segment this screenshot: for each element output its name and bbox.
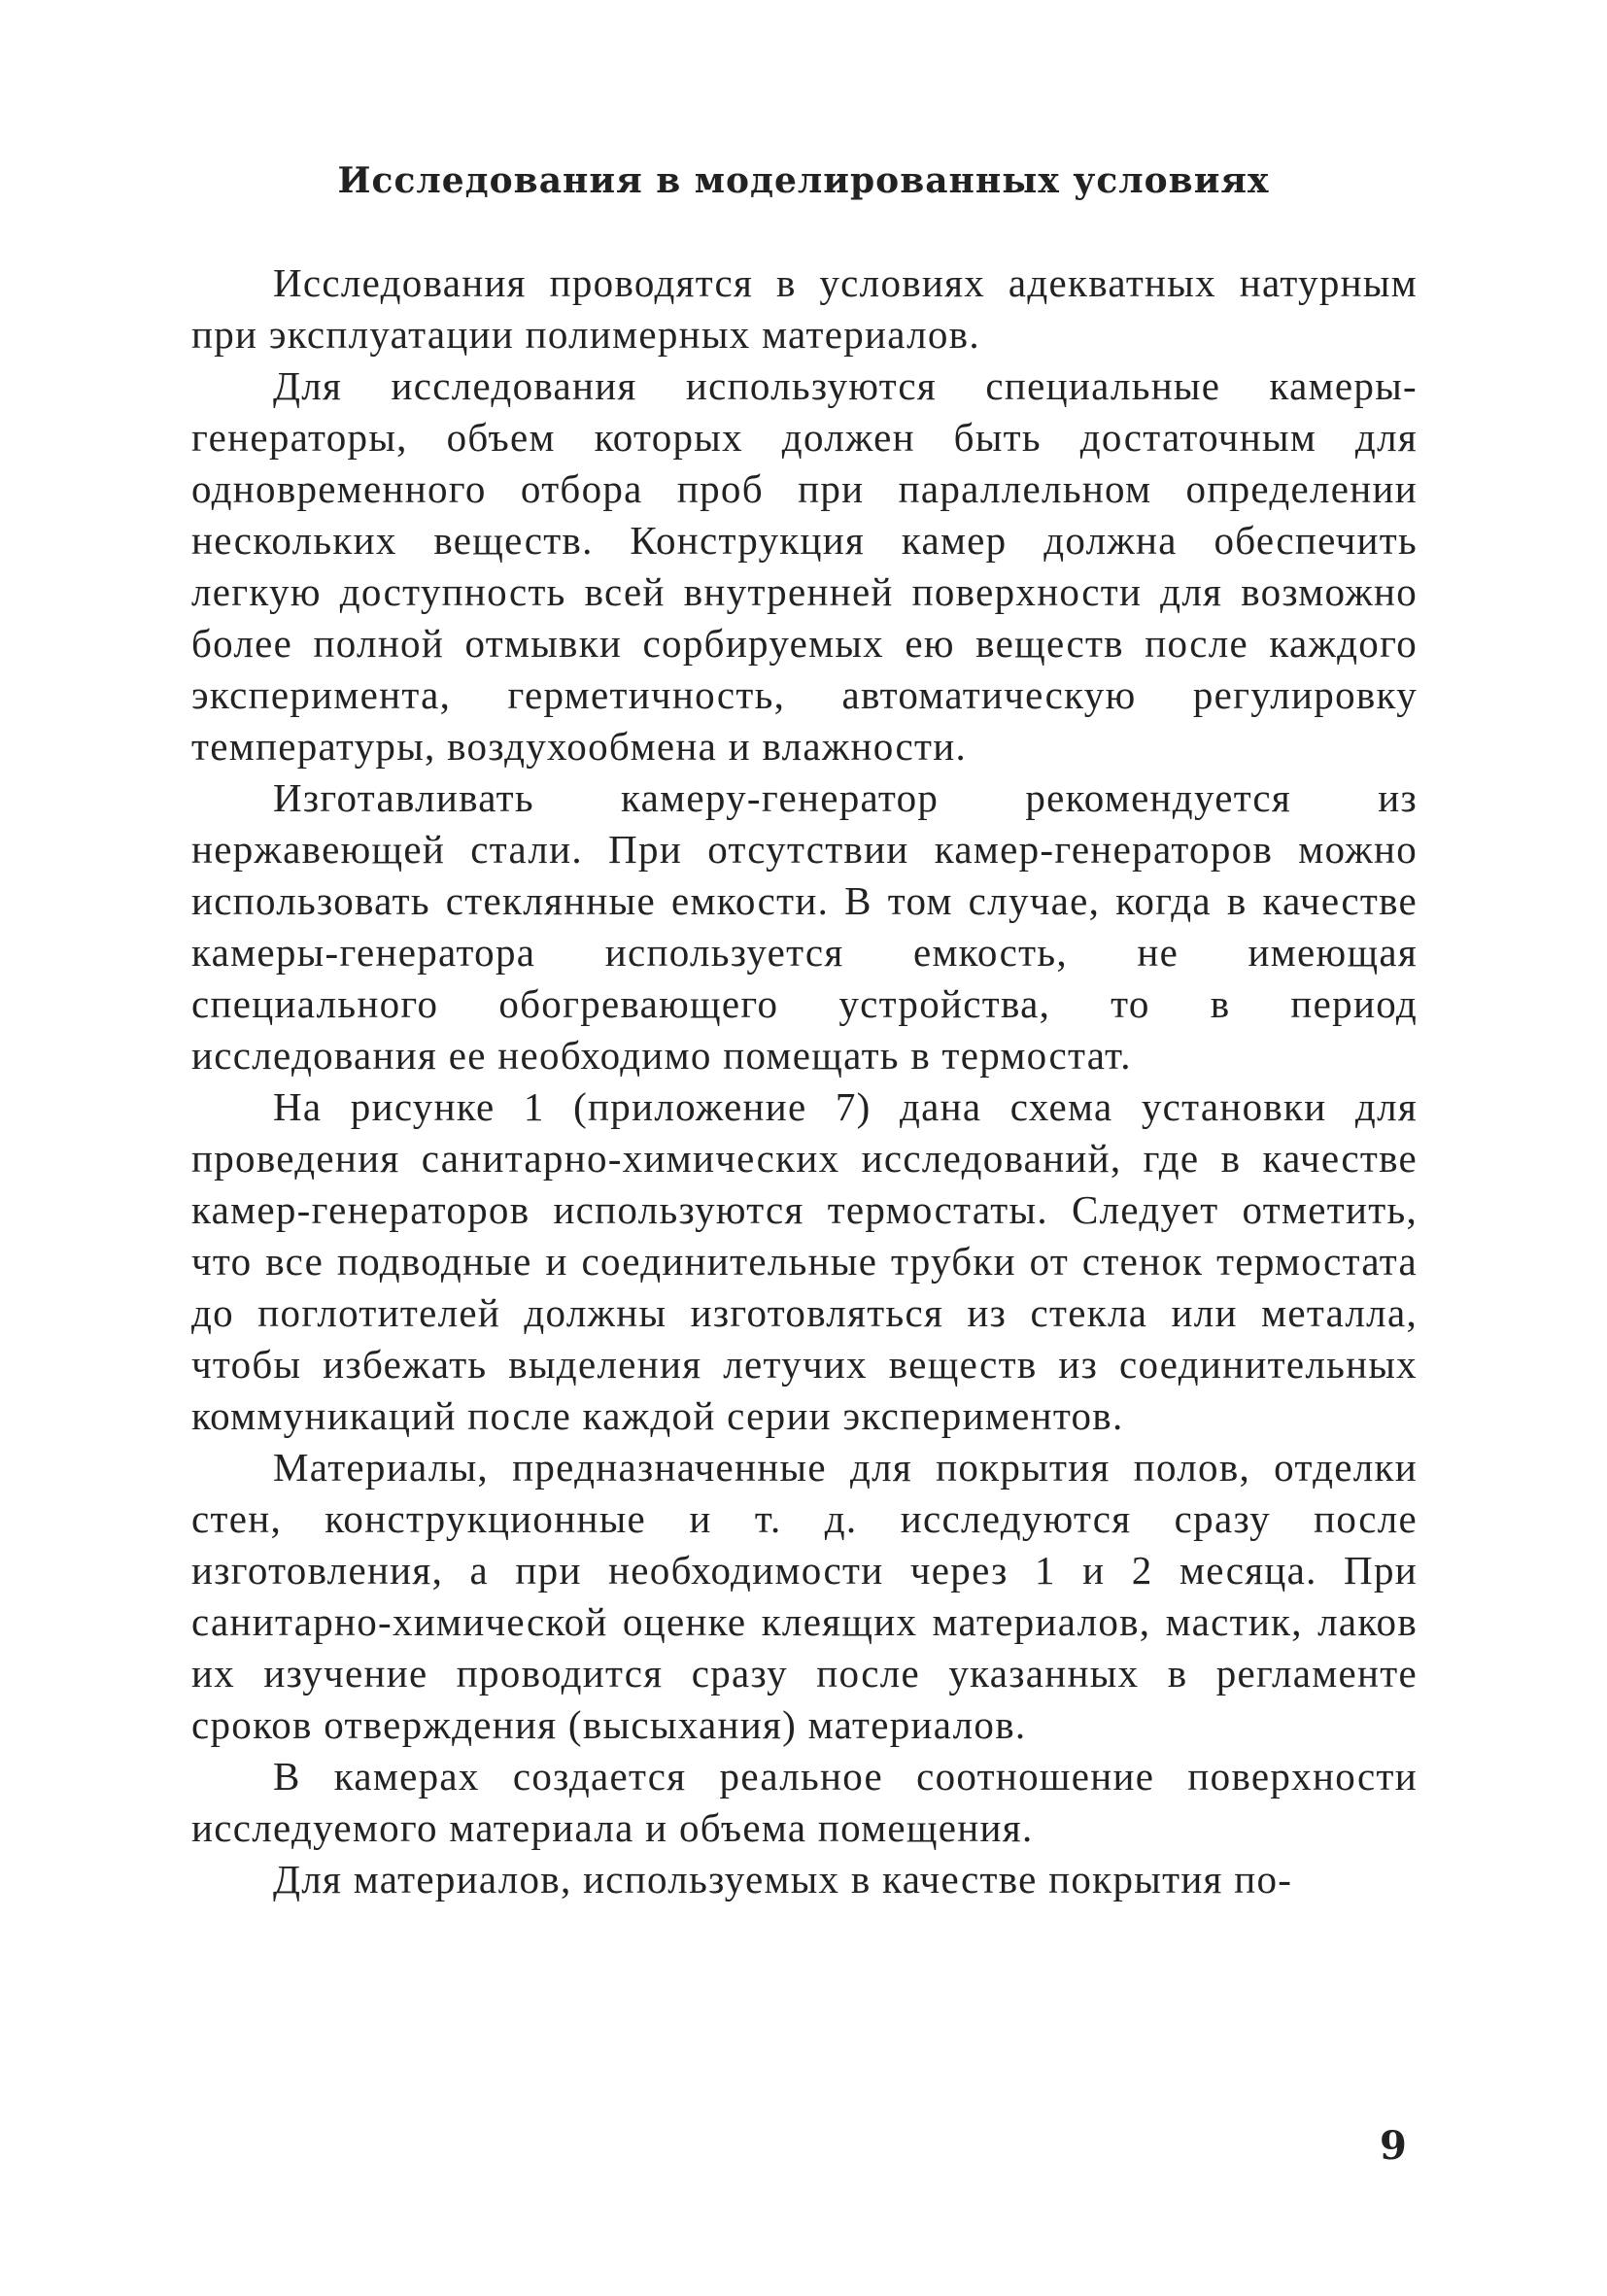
body-text	[191, 257, 1418, 1905]
paragraph-6: В камерах создается реальное соотношение поверхности исследуемого материала и объема помещения.	[191, 1754, 1418, 1850]
paragraph-1: Исследования проводятся в условиях адекватных натурным при эксплуатации полимерных материалов.	[191, 260, 1418, 357]
paragraph-7: Для материалов, используемых в качестве покрытия по-	[273, 1857, 1293, 1902]
page-number: 9	[1380, 2123, 1407, 2169]
paragraph-5: Материалы, предназначенные для покрытия полов, отделки стен, конструкционные и т. д. исследуются сразу после изготовления, а при необходимости через 1 и 2 месяца. При санитарно-химической оценке клеящих материалов, мастик, лаков их изучение проводится сразу после указанных в регламенте сроков отверждения (высыхания) материалов.	[191, 1445, 1418, 1747]
section-heading: Исследования в моделированных условиях	[337, 160, 1270, 201]
paragraph-3: Изготавливать камеру-генератор рекомендуется из нержавеющей стали. При отсутствии камер-генераторов можно использовать стеклянные емкости. В том случае, когда в качестве камеры-генератора используется емкость, не имеющая специального обогревающего устройства, то в период исследования ее необходимо помещать в термостат.	[191, 775, 1418, 1078]
paragraph-2: Для исследования используются специальные камеры-генераторы, объем которых должен быть достаточным для одновременного отбора проб при параллельном определении нескольких веществ. Конструкция камер должна обеспечить легкую доступность всей внутренней поверхности для возможно более полной отмывки сорбируемых ею веществ после каждого эксперимента, герметичность, автоматическую регулировку температуры, воздухообмена и влажности.	[191, 363, 1418, 769]
paragraph-4: На рисунке 1 (приложение 7) дана схема установки для проведения санитарно-химических исследований, где в качестве камер-генераторов используются термостаты. Следует отметить, что все подводные и соединительные трубки от стенок термостата до поглотителей должны изготовляться из стекла или металла, чтобы избежать выделения летучих веществ из соединительных коммуникаций после каждой серии экспериментов.	[191, 1084, 1418, 1438]
